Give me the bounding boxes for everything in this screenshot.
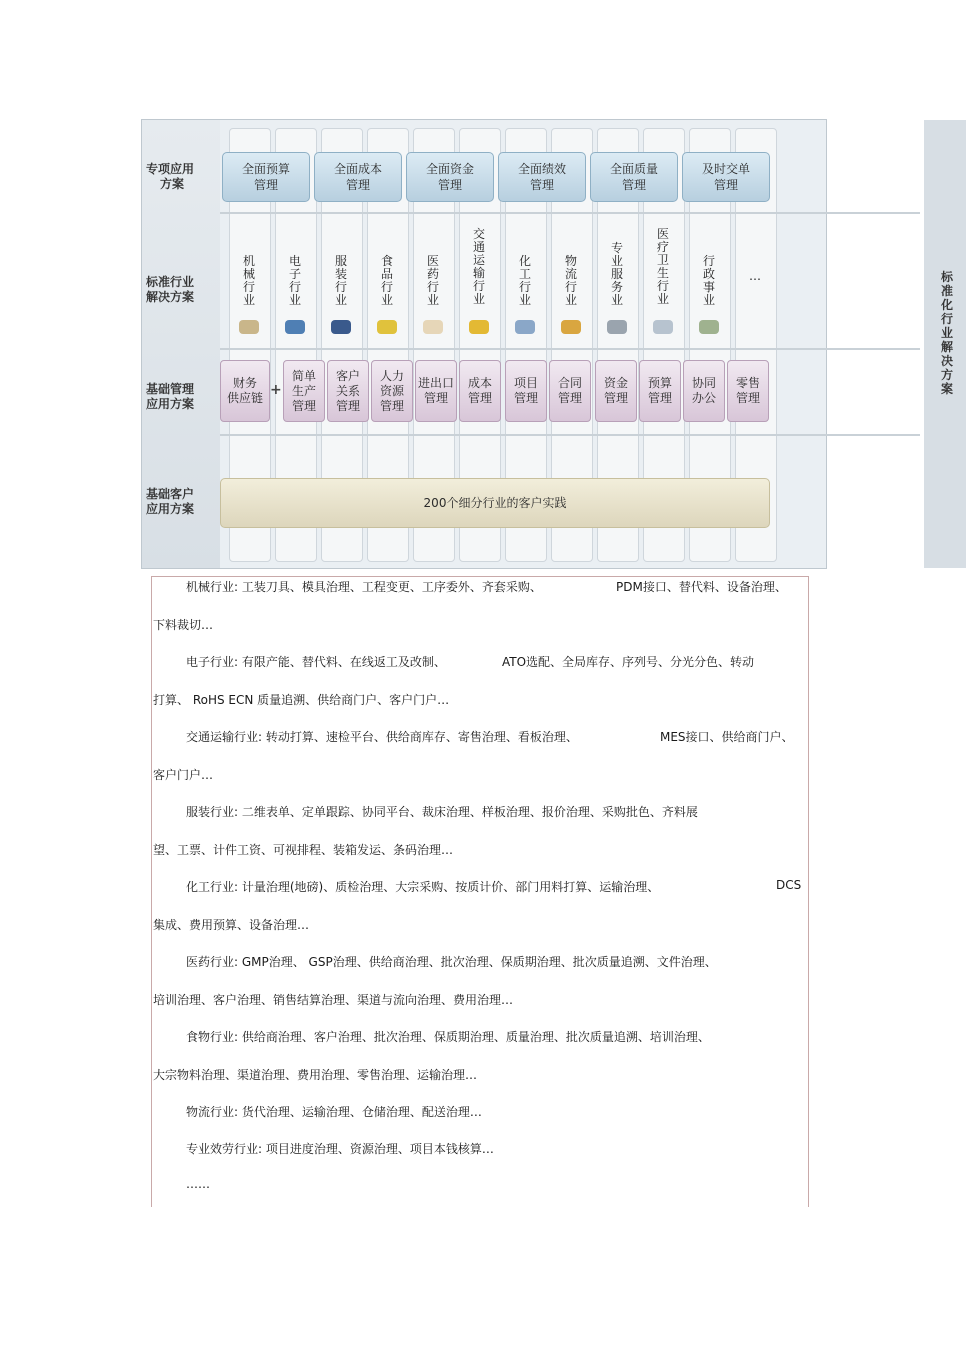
industry-electronics: 电子行业	[288, 254, 301, 307]
basic-cost: 成本 管理	[459, 360, 501, 422]
plus-sign: +	[270, 382, 282, 398]
special-cost: 全面成本 管理	[314, 152, 402, 202]
special-funds: 全面资金 管理	[406, 152, 494, 202]
row-label-basic: 基础管理 应用方案	[146, 382, 195, 411]
industry-healthcare: 医疗卫生行业	[656, 227, 669, 306]
row-label-industry: 标准行业 解决方案	[146, 275, 195, 304]
food-icon	[377, 320, 397, 334]
special-quality: 全面质量 管理	[590, 152, 678, 202]
row-divider	[220, 434, 920, 436]
basic-funds: 资金 管理	[595, 360, 637, 422]
basic-production: 简单 生产 管理	[283, 360, 325, 422]
industry-chemical: 化工行业	[518, 254, 531, 307]
industry-apparel: 服装行业	[334, 254, 347, 307]
basic-import-export: 进出口 管理	[415, 360, 457, 422]
row-label-customer: 基础客户 应用方案	[146, 487, 195, 516]
industry-logistics: 物流行业	[564, 254, 577, 307]
industry-professional-services: 专业服务业	[610, 241, 623, 307]
row-label-special: 专项应用 方案	[146, 162, 195, 191]
chemical-icon	[515, 320, 535, 334]
machinery-icon	[239, 320, 259, 334]
cart-icon	[607, 320, 627, 334]
basic-budget: 预算 管理	[639, 360, 681, 422]
customer-practice-bar: 200个细分行业的客户实践	[220, 478, 770, 528]
logistics-icon	[561, 320, 581, 334]
transport-icon	[469, 320, 489, 334]
solution-architecture-diagram	[141, 119, 953, 569]
industry-transport: 交通运输行业	[472, 227, 485, 306]
special-delivery: 及时交单 管理	[682, 152, 770, 202]
pharma-icon	[423, 320, 443, 334]
special-budget: 全面预算 管理	[222, 152, 310, 202]
hospital-icon	[653, 320, 673, 334]
industry-machinery: 机械行业	[242, 254, 255, 307]
basic-finance-supply-chain: 财务 供应链	[220, 360, 270, 422]
industry-food: 食品行业	[380, 254, 393, 307]
row-divider	[220, 348, 920, 350]
basic-crm: 客户 关系 管理	[327, 360, 369, 422]
industry-pharma: 医药行业	[426, 254, 439, 307]
office-icon	[699, 320, 719, 334]
special-performance: 全面绩效 管理	[498, 152, 586, 202]
industry-more: …	[749, 269, 761, 283]
basic-collaboration: 协同 办公	[683, 360, 725, 422]
industry-public-sector: 行政事业	[702, 254, 715, 307]
right-label: 标准化行业解决方案	[940, 270, 953, 396]
apparel-icon	[331, 320, 351, 334]
basic-retail: 零售 管理	[727, 360, 769, 422]
basic-project: 项目 管理	[505, 360, 547, 422]
row-divider	[220, 212, 920, 214]
electronics-icon	[285, 320, 305, 334]
basic-hr: 人力 资源 管理	[371, 360, 413, 422]
basic-contract: 合同 管理	[549, 360, 591, 422]
